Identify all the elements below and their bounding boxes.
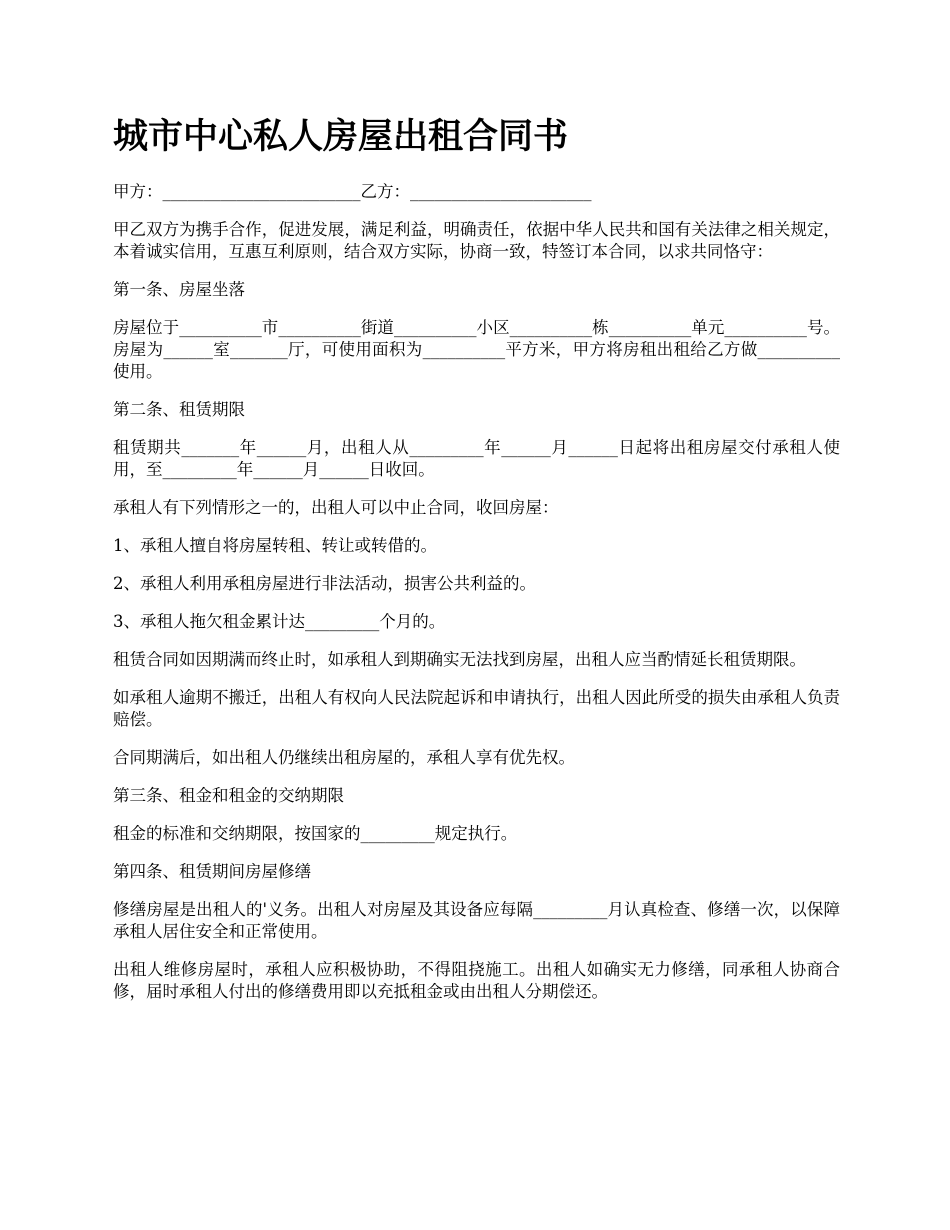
article-4-paragraph: 修缮房屋是出租人的'义务。出租人对房屋及其设备应每隔_________月认真检查、修缮一次，以保障承租人居住安全和正常使用。 bbox=[113, 900, 840, 941]
article-2-paragraph: 租赁期共_______年______月，出租人从_________年______月______日起将出租房屋交付承租人使用，至_________年______月______日收回。 bbox=[113, 438, 840, 479]
preamble-paragraph: 甲乙双方为携手合作，促进发展，满足利益，明确责任，依据中华人民共和国有关法律之相关规定，本着诚实信用，互惠互利原则，结合双方实际，协商一致，特签订本合同，以求共同恪守： bbox=[113, 220, 840, 261]
repair-cooperation-paragraph: 出租人维修房屋时，承租人应积极协助，不得阻挠施工。出租人如确实无力修缮，同承租人协商合修，届时承租人付出的修缮费用即以充抵租金或由出租人分期偿还。 bbox=[113, 960, 840, 1001]
termination-item-3: 3、承租人拖欠租金累计达_________个月的。 bbox=[113, 612, 446, 631]
document-body bbox=[113, 181, 840, 1019]
overdue-paragraph: 如承租人逾期不搬迁，出租人有权向人民法院起诉和申请执行，出租人因此所受的损失由承租人负责赔偿。 bbox=[113, 688, 840, 729]
parties-line: 甲方：________________________乙方：______________________ bbox=[113, 182, 592, 201]
termination-item-2: 2、承租人利用承租房屋进行非法活动，损害公共利益的。 bbox=[113, 574, 536, 593]
termination-item-1: 1、承租人擅自将房屋转租、转让或转借的。 bbox=[113, 536, 437, 555]
extension-paragraph: 租赁合同如因期满而终止时，如承租人到期确实无法找到房屋，出租人应当酌情延长租赁期限。 bbox=[113, 650, 806, 669]
article-1-paragraph: 房屋位于__________市__________街道__________小区__________栋__________单元__________号。房屋为______室_______厅，可使用面积为__________平方米，甲方将房租出租给乙方做__________使用。 bbox=[113, 318, 841, 381]
article-2-heading: 第二条、租赁期限 bbox=[113, 400, 245, 419]
article-4-heading: 第四条、租赁期间房屋修缮 bbox=[113, 862, 311, 881]
document-title: 城市中心私人房屋出租合同书 bbox=[113, 116, 569, 157]
article-3-heading: 第三条、租金和租金的交纳期限 bbox=[113, 786, 344, 805]
article-1-heading: 第一条、房屋坐落 bbox=[113, 280, 245, 299]
termination-intro: 承租人有下列情形之一的，出租人可以中止合同，收回房屋： bbox=[113, 498, 559, 517]
article-3-paragraph: 租金的标准和交纳期限，按国家的_________规定执行。 bbox=[113, 824, 518, 843]
priority-paragraph: 合同期满后，如出租人仍继续出租房屋的，承租人享有优先权。 bbox=[113, 748, 575, 767]
